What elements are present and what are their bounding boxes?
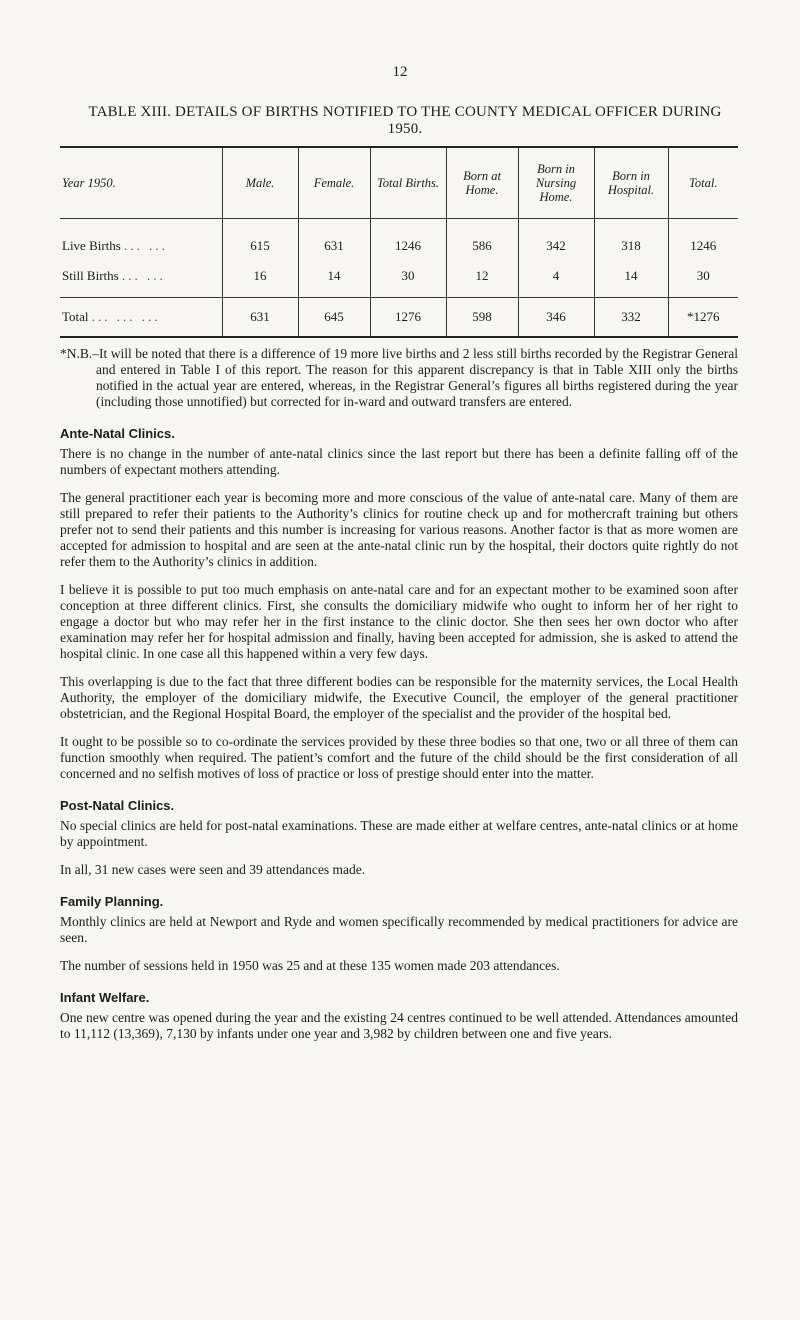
table-cell: 1246 <box>370 219 446 262</box>
table-row <box>60 219 738 262</box>
column-header: Male. <box>222 147 298 219</box>
paragraph: The number of sessions held in 1950 was 25 and at these 135 women made 203 attendances. <box>60 958 560 973</box>
table-title-line2: 1950. <box>387 121 423 137</box>
table-cell: 631 <box>222 298 298 338</box>
column-header: Total Births. <box>370 147 446 219</box>
table-cell: 16 <box>222 261 298 291</box>
column-header: Year 1950. <box>60 147 222 219</box>
table-cell: 615 <box>222 219 298 262</box>
table-cell: 1276 <box>370 298 446 338</box>
table-cell: 631 <box>298 219 370 262</box>
table-header-row <box>60 147 738 219</box>
table-cell: 332 <box>594 298 668 338</box>
paragraph: This overlapping is due to the fact that three different bodies can be responsible for the maternity services, the Local Health Authority, the employer of the domiciliary midwife, the Executive Council, the employer of the general practitioner obstetrician, and the Regional Hospital Board, the employer of the specialist and the provider of the hospital bed. <box>60 674 738 721</box>
column-header: Born at Home. <box>446 147 518 219</box>
paragraph: One new centre was opened during the year and the existing 24 centres continued to be well attended. Attendances amounted to 11,112 (13,369), 7,130 by infants under one year and 3,982 by children between one and five years. <box>60 1010 738 1041</box>
table-total-row <box>60 298 738 338</box>
paragraph: It ought to be possible so to co-ordinate the services provided by these three bodies so that one, two or all three of them can function smoothly when required. The patient’s comfort and the future of the child should be the first consideration of all concerned and no selfish motives of loss of practice or loss of prestige should enter into the matter. <box>60 734 738 781</box>
row-label: Still Births ... ... <box>62 268 166 283</box>
table-cell: 645 <box>298 298 370 338</box>
table-cell: 12 <box>446 261 518 291</box>
table-cell: 586 <box>446 219 518 262</box>
table-cell: 30 <box>668 261 738 291</box>
section-heading-family-planning: Family Planning. <box>60 894 164 909</box>
table-cell: 14 <box>594 261 668 291</box>
table-cell: 342 <box>518 219 594 262</box>
column-header: Born in Hospital. <box>594 147 668 219</box>
table-cell: 598 <box>446 298 518 338</box>
column-header: Born in Nursing Home. <box>518 147 594 219</box>
births-table <box>60 146 738 338</box>
table-cell: 30 <box>370 261 446 291</box>
table-title <box>60 104 750 138</box>
row-label: Total ... ... ... <box>60 298 222 338</box>
paragraph: I believe it is possible to put too much emphasis on ante-natal care and for an expectant mother to be examined soon after conception at three different clinics. First, she consults the domiciliary midwife who ought to inform her of her right to engage a doctor but who may refer her in the first instance to the clinic doctor. She then sees her own doctor who after examination may refer her for hospital admission and finally, having been accepted for admission, she is asked to attend the hospital clinic. In one case all this happened within a very few days. <box>60 582 738 661</box>
section-heading-postnatal: Post-Natal Clinics. <box>60 798 175 813</box>
section-heading-infant-welfare: Infant Welfare. <box>60 990 150 1005</box>
table-cell: 346 <box>518 298 594 338</box>
paragraph: No special clinics are held for post-natal examinations. These are made either at welfare centres, ante-natal clinics or at home by appointment. <box>60 818 738 849</box>
paragraph: Monthly clinics are held at Newport and Ryde and women specifically recommended by medical practitioners for advice are seen. <box>60 914 738 945</box>
page-number: 12 <box>392 64 408 80</box>
births-table-container <box>60 146 738 338</box>
paragraph: There is no change in the number of ante-natal clinics since the last report but there has been a definite falling off of the numbers of expectant mothers attending. <box>60 446 738 477</box>
column-header: Total. <box>668 147 738 219</box>
table-cell: 4 <box>518 261 594 291</box>
paragraph: The general practitioner each year is becoming more and more conscious of the value of ante-natal care. Many of them are still prepared to refer their patients to the Authority’s clinics for routine check up and for mothercraft training but others prefer not to send their patients and this number is increasing for various reasons. Another factor is that as more women are accepted for admission to hospital and are seen at the ante-natal clinic run by the hospital, their doctors quite rightly do not refer them to the Authority’s clinics in addition. <box>60 490 738 569</box>
table-cell: *1276 <box>668 298 738 338</box>
table-cell: 1246 <box>668 219 738 262</box>
report-body <box>60 346 738 1054</box>
table-title-line1: TABLE XIII. DETAILS OF BIRTHS NOTIFIED TO THE COUNTY MEDICAL OFFICER DURING <box>88 104 722 120</box>
table-footnote: *N.B.–It will be noted that there is a difference of 19 more live births and 2 less still births recorded by the Registrar General and entered in Table I of this report. The reason for this apparent discrepancy is that in Table XIII only the births notified in the actual year are entered, whereas, in the Registrar General’s figures all births registered during the year (including those unnotified) but corrected for in-ward and outward transfers are entered. <box>60 346 738 409</box>
row-label: Live Births ... ... <box>62 238 168 253</box>
table-row <box>60 261 738 291</box>
paragraph: In all, 31 new cases were seen and 39 attendances made. <box>60 862 366 877</box>
section-heading-antenatal: Ante-Natal Clinics. <box>60 426 175 441</box>
table-cell: 14 <box>298 261 370 291</box>
table-cell: 318 <box>594 219 668 262</box>
column-header: Female. <box>298 147 370 219</box>
